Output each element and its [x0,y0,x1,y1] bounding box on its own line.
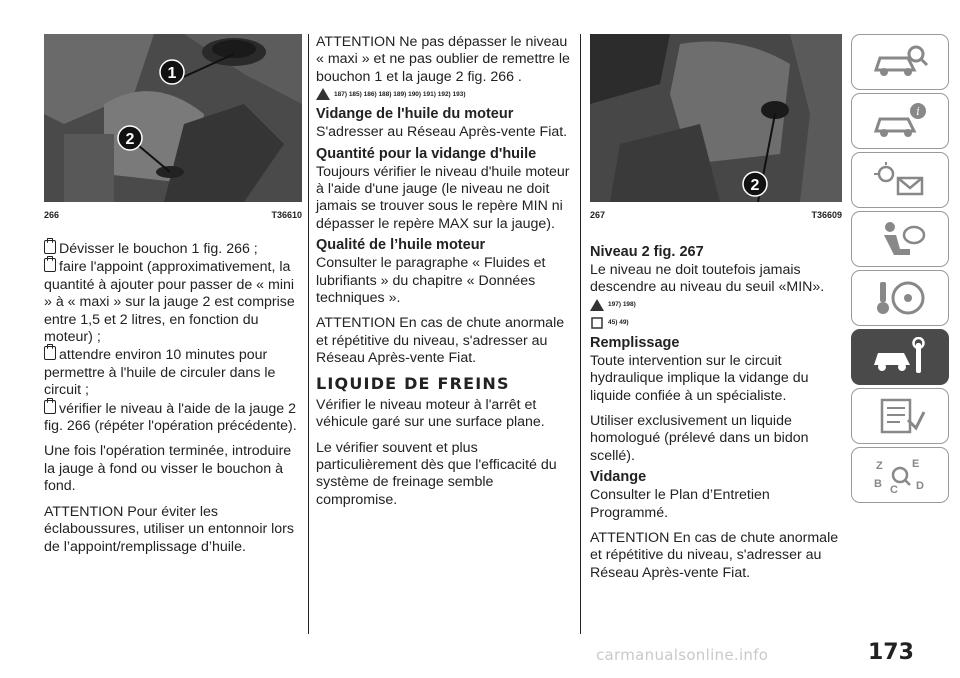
tool-icon [44,258,56,272]
tab-dashboard[interactable] [851,93,949,149]
refs-text: 187) 185) 186) 188) 189) 190) 191) 192) 193) [334,90,466,98]
figure-266-photo [44,34,302,202]
tool-icon [44,400,56,414]
note-refs [590,317,842,329]
airbag-seat-icon [870,219,930,259]
column-3 [590,0,842,581]
svg-text:C: C [890,484,898,495]
svg-text:i: i [916,105,920,118]
paragraph: ATTENTION En cas de chute anormale et répétitive du niveau, s'adresser au Réseau Après-vente Fiat. [316,315,565,367]
bullet-item [44,400,302,436]
bullet-item [44,346,302,399]
svg-text:D: D [916,480,924,492]
index-letters-icon [870,455,930,495]
bullet-text: attendre environ 10 minutes pour permettre à l'huile de circuler dans le circuit ; [44,347,276,399]
paragraph: Consulter le Plan d’Entretien Programmé. [590,487,770,521]
section-heading: Vidange de l'huile du moteur [316,106,514,123]
section-heading: Quantité pour la vidange d'huile [316,145,537,162]
tool-icon [44,346,56,360]
tab-technical-data[interactable] [851,388,949,444]
figure-number: 267 [590,210,606,220]
tab-warning-lights[interactable] [851,152,949,208]
checklist-icon [870,396,930,436]
figure-266-caption [44,210,302,220]
section-heading: Remplissage [590,334,680,351]
column-1-text [44,240,302,556]
figure-267-photo [590,34,842,202]
column-3-text [590,240,842,582]
tool-icon [44,240,56,254]
warning-triangle-icon [316,88,330,100]
refs-text: 45) 49) [608,319,629,327]
chapter-heading: LIQUIDE DE FREINS [316,373,510,393]
svg-text:B: B [874,478,882,490]
column-2-text [316,34,574,509]
section-heading: Vidange [590,469,647,486]
bullet-text: vérifier le niveau à l'aide de la jauge 2 fig. 266 (répéter l'opération précédente). [44,400,297,435]
watermark: carmanualsonline.info [596,646,769,664]
column-divider [580,34,581,634]
figure-number: 266 [44,210,60,220]
paragraph: Utiliser exclusivement un liquide homologué (prélevé dans un bidon scellé). [590,413,809,464]
svg-text:E: E [912,458,920,470]
paragraph: Consulter le paragraphe « Fluides et lubrifiants » du chapitre « Données techniques ». [316,255,546,307]
paragraph: Le vérifier souvent et plus particulièrement dès que l'efficacité du système de freinage semble compromise. [316,439,557,508]
bullet-text: faire l'appoint (approximativement, la quantité à ajouter pour passer de « mini » à « maxi » sur la jauge 2 est comprise entre 1,5 et 2 litres, en fonction du moteur) ; [44,259,295,346]
section-heading: Qualité de l’huile moteur [316,237,486,254]
chapter-sidebar [851,34,960,506]
tab-getting-to-know[interactable] [851,34,949,90]
engine-photo-image [590,34,842,202]
car-search-icon [870,42,930,82]
page-number: 173 [868,640,914,665]
paragraph: ATTENTION En cas de chute anormale et répétitive du niveau, s'adresser au Réseau Après-vente Fiat. [590,530,839,581]
column-1 [44,0,302,555]
tab-index[interactable] [851,447,949,503]
note-icon [590,317,604,329]
tab-starting-driving[interactable] [851,270,949,326]
figure-267-caption [590,210,842,220]
steering-key-icon [870,278,930,318]
section-heading: Niveau 2 fig. 267 [590,244,704,260]
engine-photo-image [44,34,302,202]
paragraph: S'adresser au Réseau Après-vente Fiat. [316,124,568,141]
car-info-icon [870,101,930,141]
column-divider [308,34,309,634]
warning-lights-icon [870,160,930,200]
paragraph: Toujours vérifier le niveau d'huile moteur à l'aide d'une jauge (le niveau ne doit jamais se trouver sous le repère MIN ni dépasser le repère MAX sur la jauge). [316,163,570,232]
car-wrench-icon [870,337,930,377]
paragraph: Vérifier le niveau moteur à l'arrêt et véhicule garé sur une surface plane. [316,396,545,431]
tab-maintenance[interactable] [851,329,949,385]
svg-text:Z: Z [876,460,883,472]
bullet-item [44,240,302,258]
paragraph: Une fois l'opération terminée, introduire la jauge à fond ou visser le bouchon à fond. [44,443,292,495]
refs-text: 197) 198) [608,301,636,309]
paragraph: Le niveau ne doit toutefois jamais descendre au niveau du seuil «MIN». [590,262,825,296]
callout-2: 2 [750,177,760,194]
warning-refs [590,299,842,311]
paragraph: ATTENTION Pour éviter les éclaboussures, utiliser un entonnoir lors de l’appoint/remplissage d’huile. [44,503,294,555]
callout-2: 2 [125,131,135,148]
bullet-item [44,258,302,346]
callout-1: 1 [167,65,177,82]
paragraph: Toute intervention sur le circuit hydraulique implique la vidange du liquide confiée à un spécialiste. [590,352,809,404]
figure-code: T36610 [271,210,302,220]
figure-code: T36609 [811,210,842,220]
paragraph: ATTENTION Ne pas dépasser le niveau « maxi » et ne pas oublier de remettre le bouchon 1 et la jauge 2 fig. 266 . [316,34,570,85]
tab-safety[interactable] [851,211,949,267]
warning-refs [316,88,574,100]
warning-triangle-icon [590,299,604,311]
bullet-text: Dévisser le bouchon 1 fig. 266 ; [59,241,258,257]
